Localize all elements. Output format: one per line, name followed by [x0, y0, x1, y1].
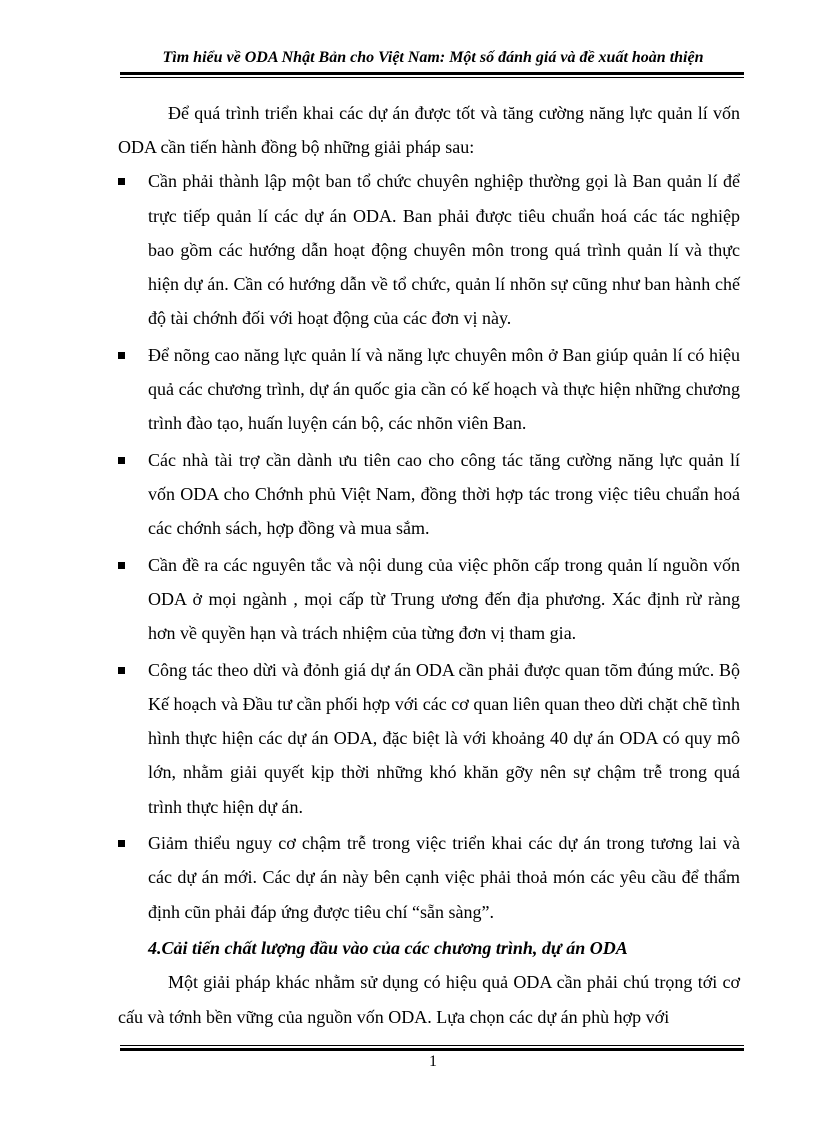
list-item-text: Để nõng cao năng lực quản lí và năng lực chuyên môn ở Ban giúp quản lí có hiệu quả các chương trình, dự án quốc gia cần có kế hoạch và thực hiện những chương trình đào tạo, huấn luyện cán bộ, các nhõn viên Ban. — [148, 344, 740, 434]
square-bullet-icon — [118, 457, 125, 464]
square-bullet-icon — [118, 178, 125, 185]
footer-rule-thin — [120, 1045, 744, 1046]
header-title: Tìm hiểu về ODA Nhật Bản cho Việt Nam: Một số đánh giá và đề xuất hoàn thiện — [162, 49, 704, 66]
intro-paragraph: Để quá trình triển khai các dự án được tốt và tăng cường năng lực quản lí vốn ODA cần tiến hành đồng bộ những giải pháp sau: — [118, 103, 740, 158]
footer-rule-thick — [120, 1048, 744, 1051]
list-item — [118, 164, 740, 335]
header-rule-thin — [120, 77, 744, 78]
header-rule-thick — [120, 72, 744, 75]
section-heading: 4.Cải tiến chất lượng đầu vào của các chương trình, dự án ODA — [148, 938, 628, 959]
square-bullet-icon — [118, 840, 125, 847]
list-item — [118, 548, 740, 651]
page-number: 1 — [429, 1053, 437, 1070]
list-item-text: Cần phải thành lập một ban tổ chức chuyên nghiệp thường gọi là Ban quản lí để trực tiếp quản lí các dự án ODA. Ban phải được tiêu chuẩn hoá các tác nghiệp bao gồm các hướng dẫn hoạt động chuyên môn trong quá trình quản lí và thực hiện dự án. Cần có hướng dẫn về tổ chức, quản lí nhõn sự cũng như ban hành chế độ tài chớnh đối với hoạt động của các đơn vị này. — [148, 171, 740, 329]
square-bullet-icon — [118, 562, 125, 569]
square-bullet-icon — [118, 352, 125, 359]
solution-list — [118, 164, 740, 928]
list-item-text: Giảm thiểu nguy cơ chậm trễ trong việc triển khai các dự án trong tương lai và các dự án mới. Các dự án này bên cạnh việc phải thoả món các yêu cầu để thẩm định cũn phải đáp ứng được tiêu chí “sẵn sàng”. — [148, 833, 740, 922]
square-bullet-icon — [118, 667, 125, 674]
list-item — [118, 443, 740, 546]
list-item-text: Cần đề ra các nguyên tắc và nội dung của việc phõn cấp trong quản lí nguồn vốn ODA ở mọi ngành , mọi cấp từ Trung ương đến địa phương. Xác định rừ ràng hơn về quyền hạn và trách nhiệm của từng đơn vị tham gia. — [148, 554, 740, 644]
list-item — [118, 826, 740, 929]
list-item — [118, 653, 740, 824]
closing-paragraph: Một giải pháp khác nhằm sử dụng có hiệu quả ODA cần phải chú trọng tới cơ cấu và tớnh bền vững của nguồn vốn ODA. Lựa chọn các dự án phù hợp với — [118, 972, 740, 1027]
body-text — [118, 96, 740, 1034]
list-item-text: Các nhà tài trợ cần dành ưu tiên cao cho công tác tăng cường năng lực quản lí vốn ODA cho Chớnh phủ Việt Nam, đồng thời hợp tác trong việc tiêu chuẩn hoá các chớnh sách, hợp đồng và mua sắm. — [148, 449, 740, 539]
list-item-text: Công tác theo dừi và đỏnh giá dự án ODA cần phải được quan tõm đúng mức. Bộ Kế hoạch và Đầu tư cần phối hợp với các cơ quan liên quan theo dừi chặt chẽ tình hình thực hiện các dự án ODA, đặc biệt là với khoảng 40 dự án ODA có quy mô lớn, nhằm giải quyết kịp thời những khó khăn gỡy nên sự chậm trễ trong quá trình thực hiện dự án. — [148, 659, 740, 817]
list-item — [118, 338, 740, 441]
